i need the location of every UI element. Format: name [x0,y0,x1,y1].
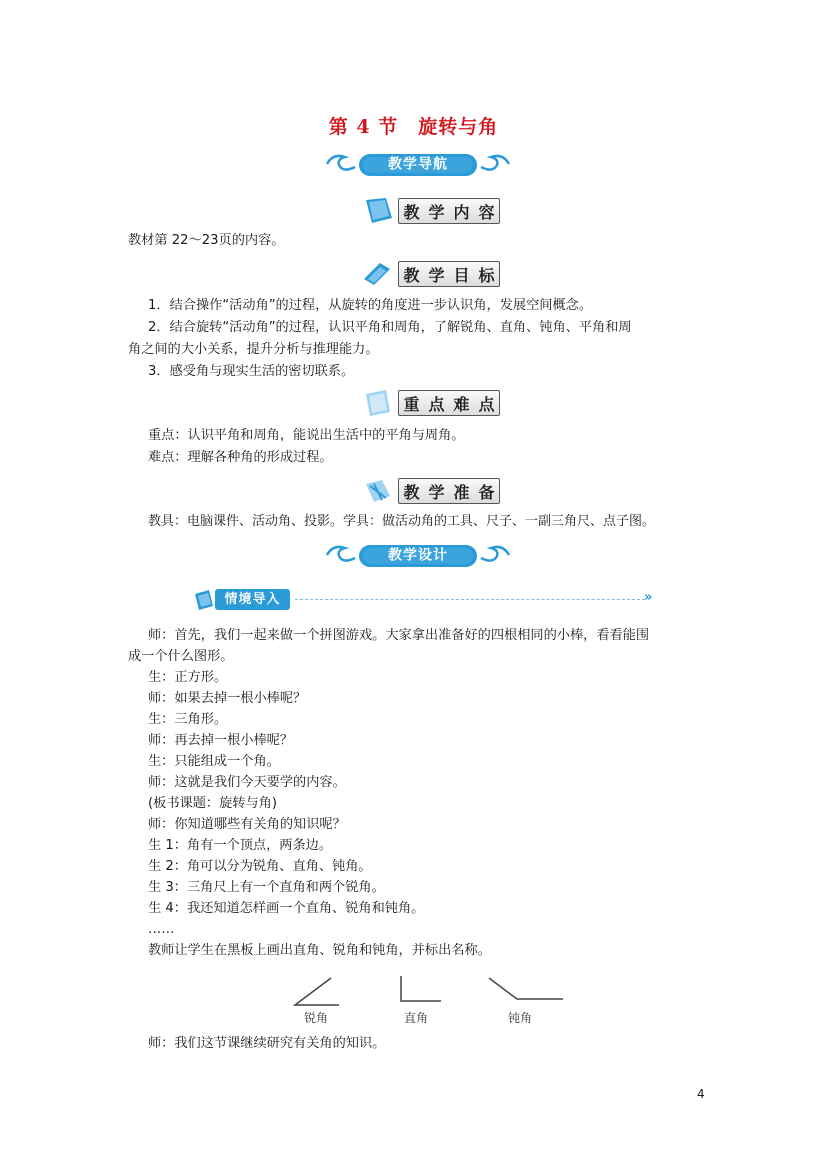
page-title: 第 4 节 旋转与角 [328,116,499,138]
label-char: 学 [428,265,445,285]
notebook-icon [360,388,396,418]
banner-label: 教学导航 [388,156,448,173]
content-text: 教材第 22～23页的内容。 [128,233,285,248]
label-char: 标 [478,265,495,285]
closing-line: 师：我们这节课继续研究有关角的知识。 [148,1036,386,1051]
section-header-goals [360,259,500,289]
intro-label: 情境导入 [215,589,290,610]
key-point-line: 难点：理解各种角的形成过程。 [148,450,333,465]
label-char: 学 [428,482,445,502]
section-header-preparation [360,476,500,506]
double-arrow-icon: » [644,590,653,605]
label-char: 准 [453,482,470,502]
dialogue-line: 师：这就是我们今天要学的内容。 [148,775,346,790]
dialogue-line: …… [148,922,175,937]
label-char: 教 [403,202,420,222]
tools-icon [360,476,396,506]
cards-icon [193,588,217,612]
dialogue-line: 生 4：我还知道怎样画一个直角、锐角和钝角。 [148,901,425,916]
banner-label: 教学设计 [388,547,448,564]
section-label [398,390,500,416]
label-char: 重 [403,394,420,414]
dialogue-line: 师：再去掉一根小棒呢？ [148,733,294,748]
preparation-text: 教具：电脑课件、活动角、投影。学具：做活动角的工具、尺子、一副三角尺、点子图。 [148,514,656,529]
section-header-content [360,196,500,226]
label-char: 学 [428,202,445,222]
banner-teaching-guide [323,147,513,181]
goal-line: 2．结合旋转“活动角”的过程，认识平角和周角，了解锐角、直角、钝角、平角和周 [148,320,632,335]
label-char: 教 [403,265,420,285]
dialogue-line: 生：只能组成一个角。 [148,754,280,769]
dialogue-line: 教师让学生在黑板上画出直角、锐角和钝角，并标出名称。 [148,943,491,958]
dashed-divider [295,599,645,600]
pen-icon [360,259,396,289]
dialogue-line: 生：正方形。 [148,670,228,685]
dialogue-line: 成一个什么图形。 [128,649,234,664]
section-label [398,478,500,504]
label-char: 容 [478,202,495,222]
label-char: 内 [453,202,470,222]
key-point-line: 重点：认识平角和周角，能说出生活中的平角与周角。 [148,428,465,443]
section-label [398,198,500,224]
dialogue-line: 生：三角形。 [148,712,228,727]
label-char: 点 [428,394,445,414]
dialogue-line: 生 3：三角尺上有一个直角和两个锐角。 [148,880,385,895]
right-angle-shape [401,976,441,1001]
intro-section-header [193,588,663,612]
dialogue-line: 师：如果去掉一根小棒呢？ [148,691,307,706]
label-char: 点 [478,394,495,414]
section-label [398,261,500,287]
right-angle-label: 直角 [403,1011,428,1025]
dialogue-line: (板书课题：旋转与角) [148,796,277,811]
acute-angle-label: 锐角 [303,1011,328,1025]
label-char: 难 [453,394,470,414]
obtuse-angle-label: 钝角 [507,1011,532,1025]
dialogue-line: 师：你知道哪些有关角的知识呢？ [148,817,346,832]
goal-line: 1．结合操作“活动角”的过程，从旋转的角度进一步认识角，发展空间概念。 [148,298,593,313]
angle-diagram [285,972,575,1012]
book-icon [360,196,396,226]
dialogue-line: 师：首先，我们一起来做一个拼图游戏。大家拿出准备好的四根相同的小棒，看看能围 [148,628,650,643]
page-number: 4 [697,1087,705,1101]
label-char: 目 [453,265,470,285]
obtuse-angle-shape [489,978,563,999]
banner-teaching-design [323,538,513,572]
label-char: 备 [478,482,495,502]
acute-angle-shape [295,978,339,1005]
label-char: 教 [403,482,420,502]
goal-line: 3．感受角与现实生活的密切联系。 [148,364,355,379]
dialogue-line: 生 2：角可以分为锐角、直角、钝角。 [148,859,372,874]
goal-line: 角之间的大小关系，提升分析与推理能力。 [128,342,379,357]
section-header-key-points [360,388,500,418]
dialogue-line: 生 1：角有一个顶点，两条边。 [148,838,333,853]
